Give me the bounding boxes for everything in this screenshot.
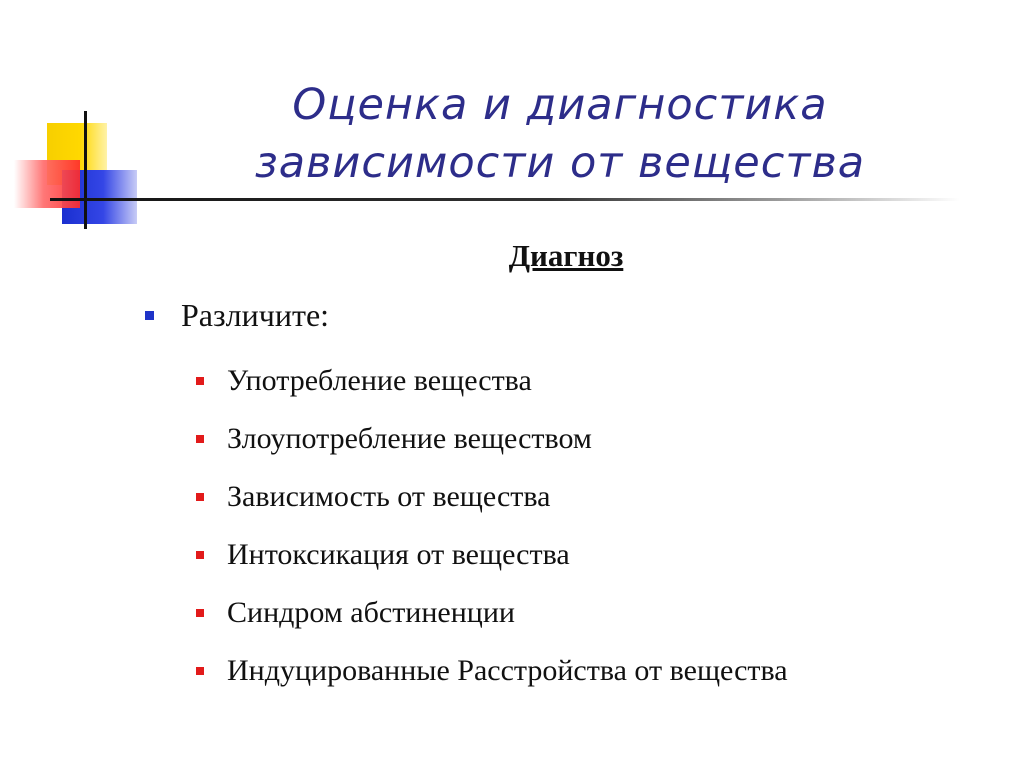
square-bullet-icon xyxy=(196,667,204,675)
list-item xyxy=(196,468,788,526)
square-bullet-icon xyxy=(196,609,204,617)
list-item-text: Зависимость от вещества xyxy=(227,480,551,513)
list-item-text: Злоупотребление веществом xyxy=(227,422,592,455)
slide-title-line-1: Оценка и диагностика xyxy=(292,80,828,130)
title-underline-rule xyxy=(50,198,960,201)
decorative-vertical-line xyxy=(84,111,87,229)
list-item-text: Индуцированные Расстройства от вещества xyxy=(227,654,788,687)
list-item xyxy=(196,410,788,468)
sub-bullet-list xyxy=(196,352,788,700)
bullet-level1-text: Различите: xyxy=(181,297,330,333)
list-item xyxy=(196,526,788,584)
list-item xyxy=(196,642,788,700)
square-bullet-icon xyxy=(196,435,204,443)
list-item xyxy=(196,584,788,642)
section-heading: Диагноз xyxy=(508,238,624,273)
bullet-level1-item xyxy=(145,295,329,335)
list-item-text: Интоксикация от вещества xyxy=(227,538,570,571)
square-bullet-icon xyxy=(196,493,204,501)
square-bullet-icon xyxy=(196,551,204,559)
square-bullet-icon xyxy=(196,377,204,385)
list-item xyxy=(196,352,788,410)
square-bullet-icon xyxy=(145,311,154,320)
slide-title xyxy=(160,76,960,192)
list-item-text: Употребление вещества xyxy=(227,364,532,397)
list-item-text: Синдром абстиненции xyxy=(227,596,515,629)
slide-title-line-2: зависимости от вещества xyxy=(254,138,866,188)
